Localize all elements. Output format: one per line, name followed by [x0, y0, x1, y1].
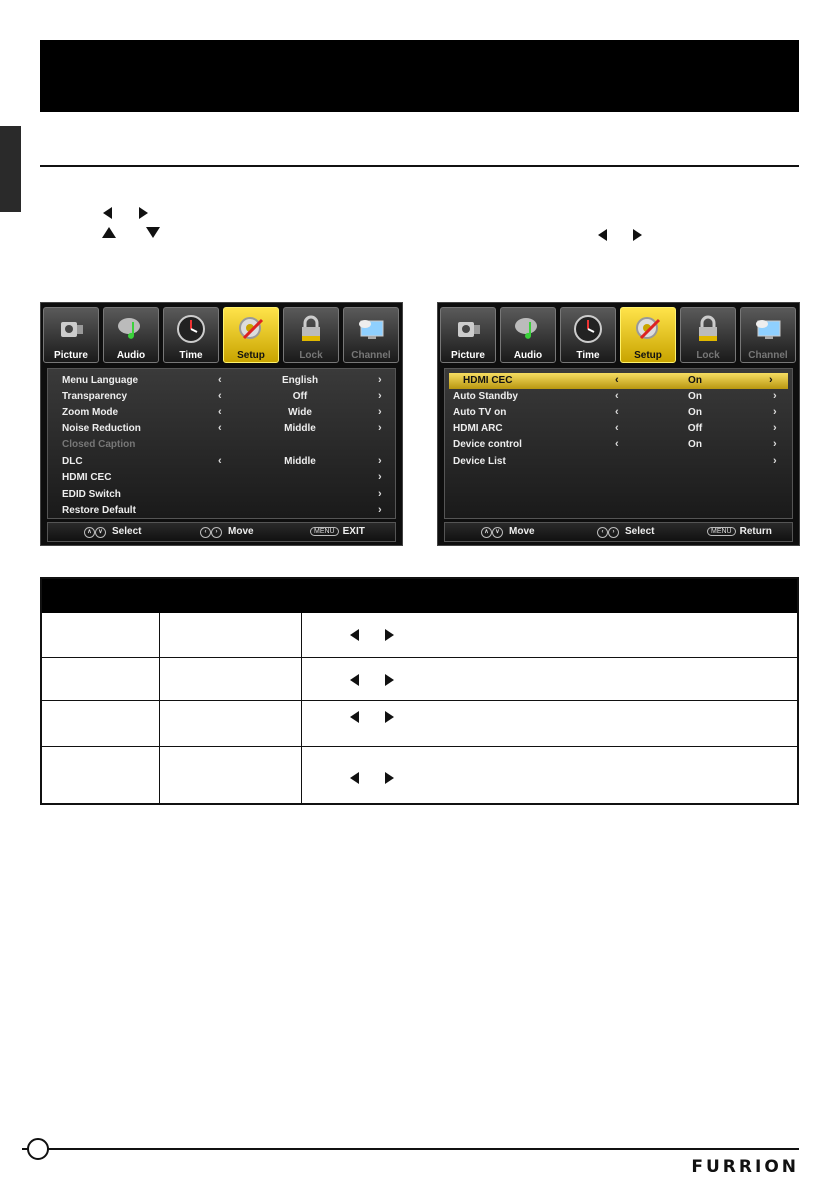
increase-icon[interactable]: ›: [773, 390, 777, 402]
menu-item[interactable]: [48, 470, 395, 486]
section-title-bar: [40, 40, 799, 112]
down-arrow-icon: [146, 227, 160, 238]
tab-label: Audio: [116, 350, 146, 361]
decrease-icon[interactable]: ‹: [615, 438, 619, 450]
left-arrow-icon: [350, 629, 359, 641]
enter-icon[interactable]: ›: [773, 455, 777, 467]
increase-icon[interactable]: ›: [378, 406, 382, 418]
tab-setup[interactable]: [223, 307, 279, 363]
exit-hint: MENU EXIT: [310, 526, 365, 537]
item-name: Menu Language: [62, 375, 139, 386]
brand-logo: FURRION: [691, 1157, 799, 1177]
item-name: Noise Reduction: [62, 423, 141, 434]
tab-time[interactable]: [560, 307, 616, 363]
tab-picture[interactable]: [43, 307, 99, 363]
item-value: Wide: [288, 407, 312, 418]
item-value: On: [688, 407, 702, 418]
item-name: Transparency: [62, 391, 128, 402]
select-hint: ∧ ∨ Select: [84, 526, 141, 538]
menu-item[interactable]: [48, 454, 395, 470]
tab-label: Lock: [299, 350, 323, 361]
menu-item[interactable]: [48, 503, 395, 519]
left-arrow-icon: [350, 711, 359, 723]
increase-icon[interactable]: ›: [773, 406, 777, 418]
tools-icon: [236, 314, 266, 344]
header-divider: [40, 165, 799, 167]
table-row: [42, 613, 797, 657]
menu-item[interactable]: [48, 487, 395, 503]
settings-table: [40, 577, 799, 805]
left-arrow-icon: [598, 229, 607, 241]
right-arrow-icon: [385, 711, 394, 723]
menu-item[interactable]: [48, 405, 395, 421]
menu-item-selected[interactable]: [449, 373, 788, 389]
menu-item[interactable]: [48, 421, 395, 437]
enter-icon[interactable]: ›: [378, 488, 382, 500]
menu-item[interactable]: [48, 389, 395, 405]
item-value: Off: [292, 391, 308, 402]
decrease-icon[interactable]: ‹: [218, 406, 222, 418]
move-hint: ‹ › Move: [200, 526, 254, 538]
select-hint: ‹ › Select: [597, 526, 654, 538]
increase-icon[interactable]: ›: [378, 374, 382, 386]
tab-lock[interactable]: [283, 307, 339, 363]
table-row: [42, 657, 797, 701]
increase-icon[interactable]: ›: [378, 390, 382, 402]
menu-tab-strip: [41, 303, 402, 365]
menu-item[interactable]: [48, 373, 395, 389]
table-header: [42, 579, 797, 613]
padlock-icon: [296, 314, 326, 344]
tab-channel[interactable]: [740, 307, 796, 363]
menu-item[interactable]: [445, 454, 792, 470]
item-name: HDMI ARC: [453, 423, 503, 434]
item-value: Off: [687, 423, 703, 434]
item-name: Device control: [453, 439, 522, 450]
tab-label: Lock: [696, 350, 720, 361]
tab-label: Channel: [351, 350, 391, 361]
menu-item[interactable]: [445, 437, 792, 453]
right-arrow-icon: [633, 229, 642, 241]
satellite-tv-icon: [753, 314, 783, 344]
tools-icon: [633, 314, 663, 344]
tab-setup[interactable]: [620, 307, 676, 363]
increase-icon[interactable]: ›: [378, 455, 382, 467]
decrease-icon[interactable]: ‹: [218, 390, 222, 402]
item-value: On: [688, 439, 702, 450]
item-value: Middle: [284, 456, 316, 467]
left-arrow-icon: [350, 674, 359, 686]
tab-label: Setup: [634, 350, 662, 361]
menu-item[interactable]: [445, 389, 792, 405]
menu-item[interactable]: [445, 421, 792, 437]
setup-item-list: [47, 368, 396, 519]
item-name: DLC: [62, 456, 83, 467]
tab-label: Time: [576, 350, 600, 361]
menu-tab-strip: [438, 303, 799, 365]
clock-icon: [573, 314, 603, 344]
tab-audio[interactable]: [500, 307, 556, 363]
decrease-icon[interactable]: ‹: [615, 406, 619, 418]
up-arrow-icon: [102, 227, 116, 238]
decrease-icon[interactable]: ‹: [615, 374, 619, 386]
page-number-badge: [27, 1138, 49, 1160]
osd-footer: [47, 522, 396, 542]
item-value: Middle: [284, 423, 316, 434]
tab-picture[interactable]: [440, 307, 496, 363]
increase-icon[interactable]: ›: [378, 422, 382, 434]
decrease-icon[interactable]: ‹: [218, 422, 222, 434]
tab-time[interactable]: [163, 307, 219, 363]
item-name: Closed Caption: [62, 439, 136, 450]
padlock-icon: [693, 314, 723, 344]
camcorder-icon: [56, 314, 86, 344]
tab-label: Audio: [513, 350, 543, 361]
hdmi-cec-item-list: [444, 368, 793, 519]
right-arrow-icon: [385, 772, 394, 784]
table-row: [42, 746, 797, 804]
item-name: Zoom Mode: [62, 407, 119, 418]
setup-menu-screen: [40, 302, 403, 546]
osd-footer: [444, 522, 793, 542]
item-value: On: [688, 391, 702, 402]
tab-audio[interactable]: [103, 307, 159, 363]
chapter-side-tab: [0, 126, 21, 212]
decrease-icon[interactable]: ‹: [218, 374, 222, 386]
increase-icon[interactable]: ›: [773, 422, 777, 434]
tab-label: Time: [179, 350, 203, 361]
item-name: HDMI CEC: [62, 472, 112, 483]
right-arrow-icon: [385, 629, 394, 641]
item-name: Auto TV on: [453, 407, 507, 418]
hdmi-cec-menu-screen: [437, 302, 800, 546]
right-arrow-icon: [139, 207, 148, 219]
item-name: HDMI CEC: [463, 375, 513, 386]
enter-icon[interactable]: ›: [378, 504, 382, 516]
tab-label: Channel: [748, 350, 788, 361]
item-name: Device List: [453, 456, 506, 467]
move-hint: ∧ ∨ Move: [481, 526, 535, 538]
satellite-tv-icon: [356, 314, 386, 344]
decrease-icon[interactable]: ‹: [218, 455, 222, 467]
tab-label: Picture: [54, 350, 88, 361]
footer-divider: [22, 1148, 799, 1150]
left-arrow-icon: [350, 772, 359, 784]
item-name: Auto Standby: [453, 391, 518, 402]
tab-channel[interactable]: [343, 307, 399, 363]
right-arrow-icon: [385, 674, 394, 686]
decrease-icon[interactable]: ‹: [615, 422, 619, 434]
item-value: On: [688, 375, 702, 386]
increase-icon[interactable]: ›: [769, 374, 773, 386]
increase-icon[interactable]: ›: [773, 438, 777, 450]
tab-label: Picture: [451, 350, 485, 361]
left-arrow-icon: [103, 207, 112, 219]
table-row: [42, 700, 797, 747]
menu-item-disabled: [48, 437, 395, 453]
decrease-icon[interactable]: ‹: [615, 390, 619, 402]
tab-lock[interactable]: [680, 307, 736, 363]
return-hint: MENU Return: [707, 526, 772, 537]
item-name: EDID Switch: [62, 489, 121, 500]
camcorder-icon: [453, 314, 483, 344]
speaker-note-icon: [513, 314, 543, 344]
speaker-note-icon: [116, 314, 146, 344]
clock-icon: [176, 314, 206, 344]
tab-label: Setup: [237, 350, 265, 361]
menu-item[interactable]: [445, 405, 792, 421]
enter-icon[interactable]: ›: [378, 471, 382, 483]
item-name: Restore Default: [62, 505, 136, 516]
item-value: English: [281, 375, 319, 386]
